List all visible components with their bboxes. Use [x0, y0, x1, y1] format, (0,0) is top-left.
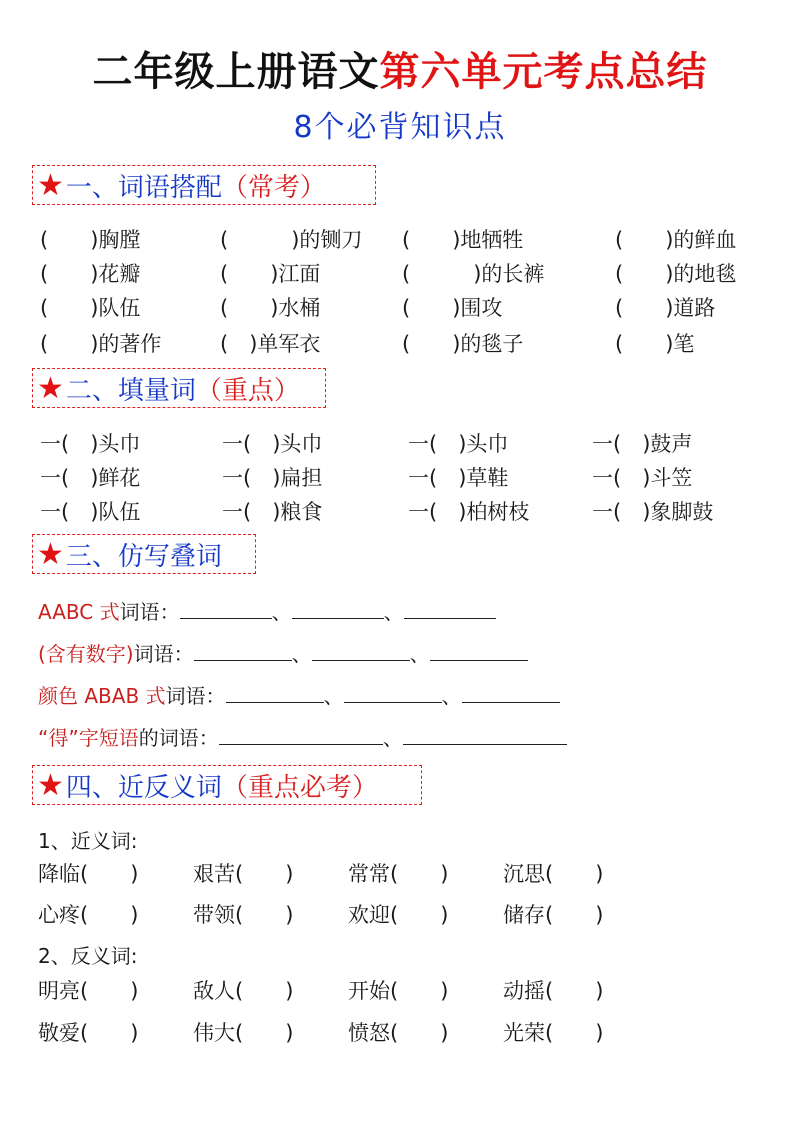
- answer-blank[interactable]: [180, 602, 272, 619]
- s3-line-3-label: 词语：: [165, 684, 226, 708]
- s2-row-1: [40, 428, 780, 458]
- section-1-tag: （常考）: [221, 172, 326, 203]
- red-star-icon: ★: [37, 167, 64, 203]
- answer-blank[interactable]: [430, 644, 528, 661]
- section-4-tag: （重点必考）: [221, 772, 378, 803]
- ant-item: 明亮( ): [38, 979, 139, 1003]
- antonyms-heading: 2、反义词:: [38, 944, 138, 968]
- section-4-title: 四、近反义词: [65, 772, 222, 803]
- separator: 、: [409, 642, 430, 666]
- answer-blank[interactable]: [344, 686, 442, 703]
- s1-item: ( )的长裤: [402, 262, 545, 286]
- answer-blank[interactable]: [226, 686, 324, 703]
- answer-blank[interactable]: [462, 686, 560, 703]
- ant-row-2: [38, 1017, 778, 1047]
- s2-item: 一( )队伍: [40, 500, 141, 524]
- syn-item: 欢迎( ): [348, 903, 449, 927]
- s2-item: 一( )斗笠: [592, 466, 693, 490]
- s1-row-3: [40, 292, 780, 322]
- ant-item: 开始( ): [348, 979, 449, 1003]
- s2-item: 一( )粮食: [222, 500, 323, 524]
- s1-row-4: [40, 328, 780, 358]
- red-star-icon: ★: [37, 536, 64, 572]
- separator: 、: [291, 642, 312, 666]
- ant-item: 愤怒( ): [348, 1021, 449, 1045]
- separator: 、: [382, 726, 403, 750]
- s3-line-4-label: 的词语：: [138, 726, 219, 750]
- section-3-header: [32, 534, 256, 574]
- section-2-tag: （重点）: [195, 375, 300, 406]
- red-star-icon: ★: [37, 370, 64, 406]
- syn-row-1: [38, 858, 778, 888]
- s3-line-2-prefix: (含有数字): [38, 642, 134, 666]
- s2-item: 一( )扁担: [222, 466, 323, 490]
- separator: 、: [383, 600, 404, 624]
- section-1-header: [32, 165, 376, 205]
- answer-blank[interactable]: [194, 644, 292, 661]
- s1-item: ( )花瓣: [40, 262, 141, 286]
- s3-line-1: [38, 596, 496, 625]
- s1-item: ( )队伍: [40, 296, 141, 320]
- answer-blank[interactable]: [312, 644, 410, 661]
- s2-row-2: [40, 462, 780, 492]
- s1-item: ( )的铡刀: [220, 228, 363, 252]
- section-2-title: 二、填量词: [65, 375, 196, 406]
- separator: 、: [271, 600, 292, 624]
- s1-item: ( )地牺牲: [402, 228, 524, 252]
- syn-item: 常常( ): [348, 862, 449, 886]
- s1-item: ( )胸膛: [40, 228, 141, 252]
- answer-blank[interactable]: [404, 602, 496, 619]
- ant-row-1: [38, 975, 778, 1005]
- s2-item: 一( )头巾: [408, 432, 509, 456]
- s2-item: 一( )柏树枝: [408, 500, 530, 524]
- s1-item: ( )笔: [615, 332, 695, 356]
- red-star-icon: ★: [37, 767, 64, 803]
- syn-item: 降临( ): [38, 862, 139, 886]
- answer-blank[interactable]: [403, 728, 567, 745]
- ant-item: 光荣( ): [503, 1021, 604, 1045]
- ant-item: 敌人( ): [193, 979, 294, 1003]
- section-4-header: [32, 765, 422, 805]
- s3-line-3-prefix: 颜色 ABAB 式: [38, 684, 166, 708]
- syn-item: 心疼( ): [38, 903, 139, 927]
- s1-item: ( )的著作: [40, 332, 162, 356]
- syn-item: 储存( ): [503, 903, 604, 927]
- s2-item: 一( )象脚鼓: [592, 500, 714, 524]
- s3-line-4-prefix: “得”字短语: [38, 726, 139, 750]
- s3-line-1-prefix: AABC 式: [38, 600, 120, 624]
- section-2-header: [32, 368, 326, 408]
- answer-blank[interactable]: [219, 728, 383, 745]
- s1-item: ( )道路: [615, 296, 716, 320]
- s1-item: ( )围攻: [402, 296, 503, 320]
- s1-row-2: [40, 258, 780, 288]
- ant-item: 动摇( ): [503, 979, 604, 1003]
- s1-item: ( )的地毯: [615, 262, 737, 286]
- s2-item: 一( )鼓声: [592, 432, 693, 456]
- s2-item: 一( )头巾: [40, 432, 141, 456]
- page-title: [0, 40, 800, 97]
- s1-item: ( )单军衣: [220, 332, 321, 356]
- section-1-title: 一、词语搭配: [65, 172, 222, 203]
- s3-line-4: [38, 722, 567, 751]
- ant-item: 伟大( ): [193, 1021, 294, 1045]
- s1-item: ( )水桶: [220, 296, 321, 320]
- s1-item: ( )江面: [220, 262, 321, 286]
- answer-blank[interactable]: [292, 602, 384, 619]
- syn-item: 带领( ): [193, 903, 294, 927]
- page-subtitle: 8个必背知识点: [293, 110, 507, 145]
- separator: 、: [441, 684, 462, 708]
- ant-item: 敬爱( ): [38, 1021, 139, 1045]
- syn-item: 沉思( ): [503, 862, 604, 886]
- s3-line-2-label: 词语：: [133, 642, 194, 666]
- synonyms-heading: 1、近义词:: [38, 829, 138, 853]
- s2-item: 一( )鲜花: [40, 466, 141, 490]
- s2-item: 一( )头巾: [222, 432, 323, 456]
- s3-line-2: [38, 638, 528, 667]
- title-red-part: 第六单元考点总结: [379, 49, 708, 95]
- separator: 、: [323, 684, 344, 708]
- syn-item: 艰苦( ): [193, 862, 294, 886]
- title-black-part: 二年级上册语文: [92, 49, 380, 95]
- s1-row-1: [40, 224, 780, 254]
- s3-line-1-label: 词语：: [119, 600, 180, 624]
- syn-row-2: [38, 899, 778, 929]
- s1-item: ( )的鲜血: [615, 228, 737, 252]
- s2-row-3: [40, 496, 780, 526]
- s1-item: ( )的毯子: [402, 332, 524, 356]
- s2-item: 一( )草鞋: [408, 466, 509, 490]
- s3-line-3: [38, 680, 560, 709]
- section-3-title: 三、仿写叠词: [65, 541, 222, 572]
